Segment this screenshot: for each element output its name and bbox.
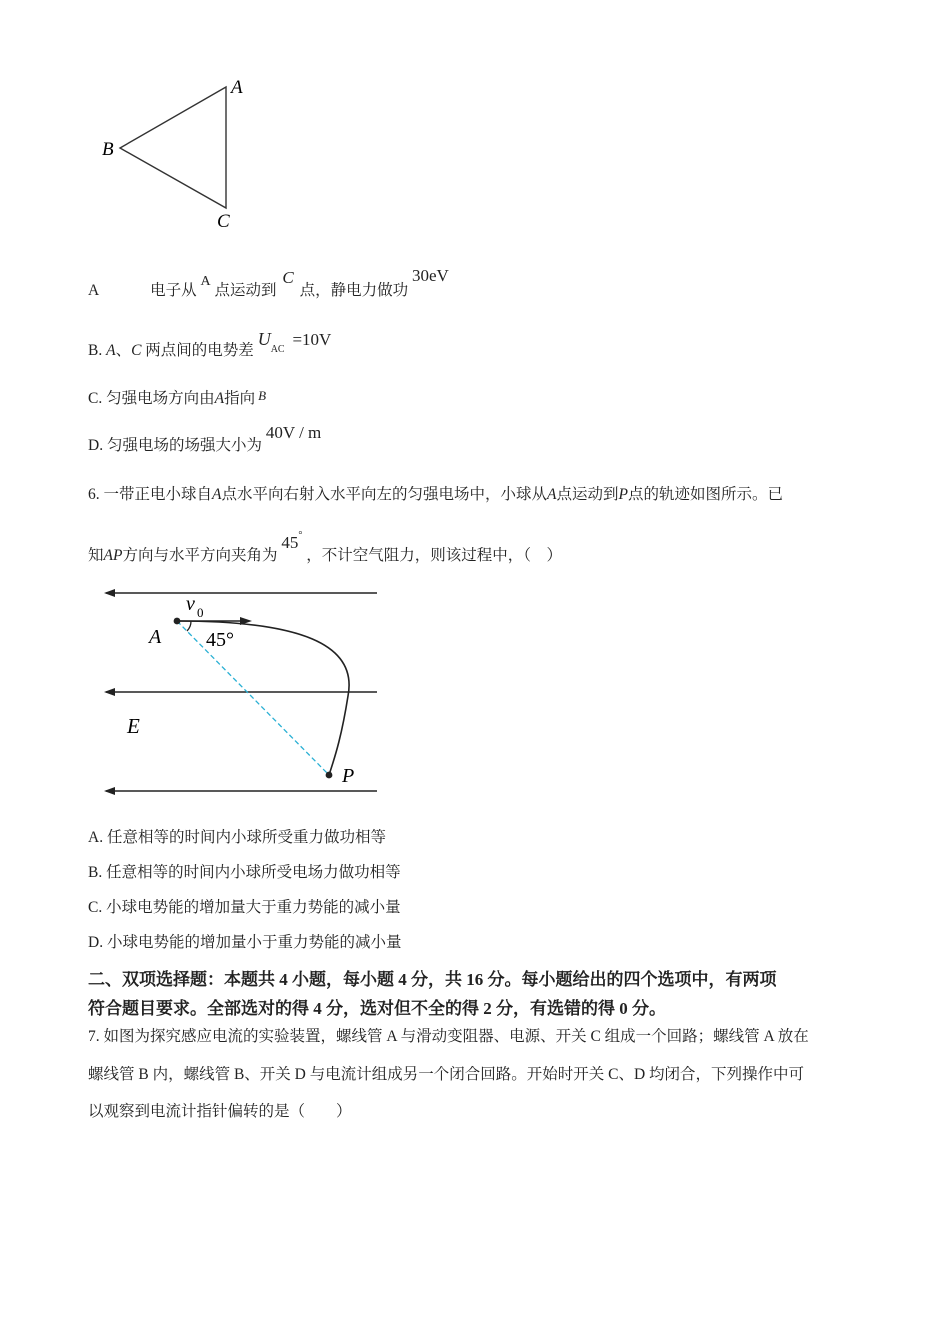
degree-symbol: ° [298, 530, 303, 541]
q6-stem-line2 [88, 530, 562, 565]
option-letter: A [88, 282, 99, 299]
stem-text: 点水平向右射入水平向左的匀强电场中，小球从 [221, 486, 547, 503]
option-text: 指向 [224, 390, 256, 407]
q7-stem-line1: 7. 如图为探究感应电流的实验装置，螺线管 A 与滑动变阻器、电源、开关 C 组成一个回路；螺线管 A 放在 [88, 1028, 809, 1045]
v0-subscript: 0 [197, 605, 204, 620]
angle-value: 45 [281, 533, 299, 552]
triangle-abc [120, 87, 226, 208]
point-a: A [106, 342, 116, 359]
arrowhead-left-icon [104, 589, 115, 597]
point-c: C [282, 268, 294, 287]
q6-stem-line1 [88, 482, 783, 504]
option-text: 匀强电场方向由 [106, 390, 215, 407]
option-5d [88, 423, 322, 455]
point-a: A [200, 274, 211, 289]
option-letter: D. [88, 437, 104, 454]
segment-ap: AP [103, 547, 123, 564]
stem-text: 6. 一带正电小球自 [88, 486, 213, 503]
point-p: P [618, 486, 628, 503]
option-6b: B. 任意相等的时间内小球所受电场力做功相等 [88, 864, 401, 881]
option-6d: D. 小球电势能的增加量小于重力势能的减小量 [88, 934, 402, 951]
point-p-dot [326, 772, 333, 779]
angle-label: 45° [206, 629, 234, 651]
label-a: A [149, 626, 162, 648]
voltage-subscript: AC [270, 344, 285, 355]
point-a: A [212, 486, 222, 503]
angle-arc [187, 621, 191, 631]
option-text: 电子从 [150, 282, 197, 299]
separator: 、 [115, 342, 132, 359]
stem-text: ，不计空气阻力，则该过程中，（ ） [306, 547, 562, 564]
vertex-a-label: A [231, 77, 243, 98]
trajectory-curve [177, 621, 349, 775]
field-value: 40V / m [265, 423, 322, 442]
arrowhead-left-icon [104, 688, 115, 696]
option-text: 匀强电场的场强大小为 [106, 437, 262, 454]
stem-text: 点运动到 [556, 486, 619, 503]
stem-text: 方向与水平方向夹角为 [122, 547, 278, 564]
stem-text: 知 [88, 547, 104, 564]
section2-heading-line2: 符合题目要求。全部选对的得 4 分，选对但不全的得 2 分，有选错的得 0 分。 [88, 999, 666, 1018]
vertex-c-label: C [217, 211, 230, 232]
option-5a [88, 266, 449, 300]
vertex-b-label: B [102, 139, 114, 160]
q7-stem-line2: 螺线管 B 内，螺线管 B、开关 D 与电流计组成另一个闭合回路。开始时开关 C、D 均闭合，下列操作中可 [88, 1066, 805, 1083]
voltage-symbol: U [257, 329, 271, 349]
option-letter: C. [88, 390, 103, 407]
v0-label: v [186, 593, 195, 615]
dashed-line-ap [177, 621, 329, 775]
option-text: 两点间的电势差 [145, 342, 254, 359]
point-a: A [547, 486, 557, 503]
q7-stem-line3: 以观察到电流计指针偏转的是（ ） [88, 1103, 352, 1120]
point-c: C [131, 342, 142, 359]
point-a: A [214, 390, 225, 407]
label-e: E [127, 714, 140, 738]
voltage-value: =10V [292, 330, 332, 349]
option-6c: C. 小球电势能的增加量大于重力势能的减小量 [88, 899, 401, 916]
point-a-dot [174, 618, 181, 625]
option-text: 点运动到 [214, 282, 277, 299]
option-5b [88, 329, 332, 360]
work-value: 30eV [411, 266, 449, 285]
stem-text: 点的轨迹如图所示。已 [627, 486, 783, 503]
point-b: B [258, 388, 267, 403]
option-6a: A. 任意相等的时间内小球所受重力做功相等 [88, 829, 386, 846]
section2-heading-line1: 二、双项选择题：本题共 4 小题，每小题 4 分，共 16 分。每小题给出的四个选项中，有两项 [88, 970, 777, 989]
label-p: P [342, 765, 355, 787]
field-figure [100, 584, 385, 804]
triangle-figure [95, 75, 265, 235]
arrowhead-left-icon [104, 787, 115, 795]
option-5c [88, 386, 266, 408]
option-letter: B. [88, 342, 103, 359]
option-text: 点，静电力做功 [299, 282, 409, 299]
